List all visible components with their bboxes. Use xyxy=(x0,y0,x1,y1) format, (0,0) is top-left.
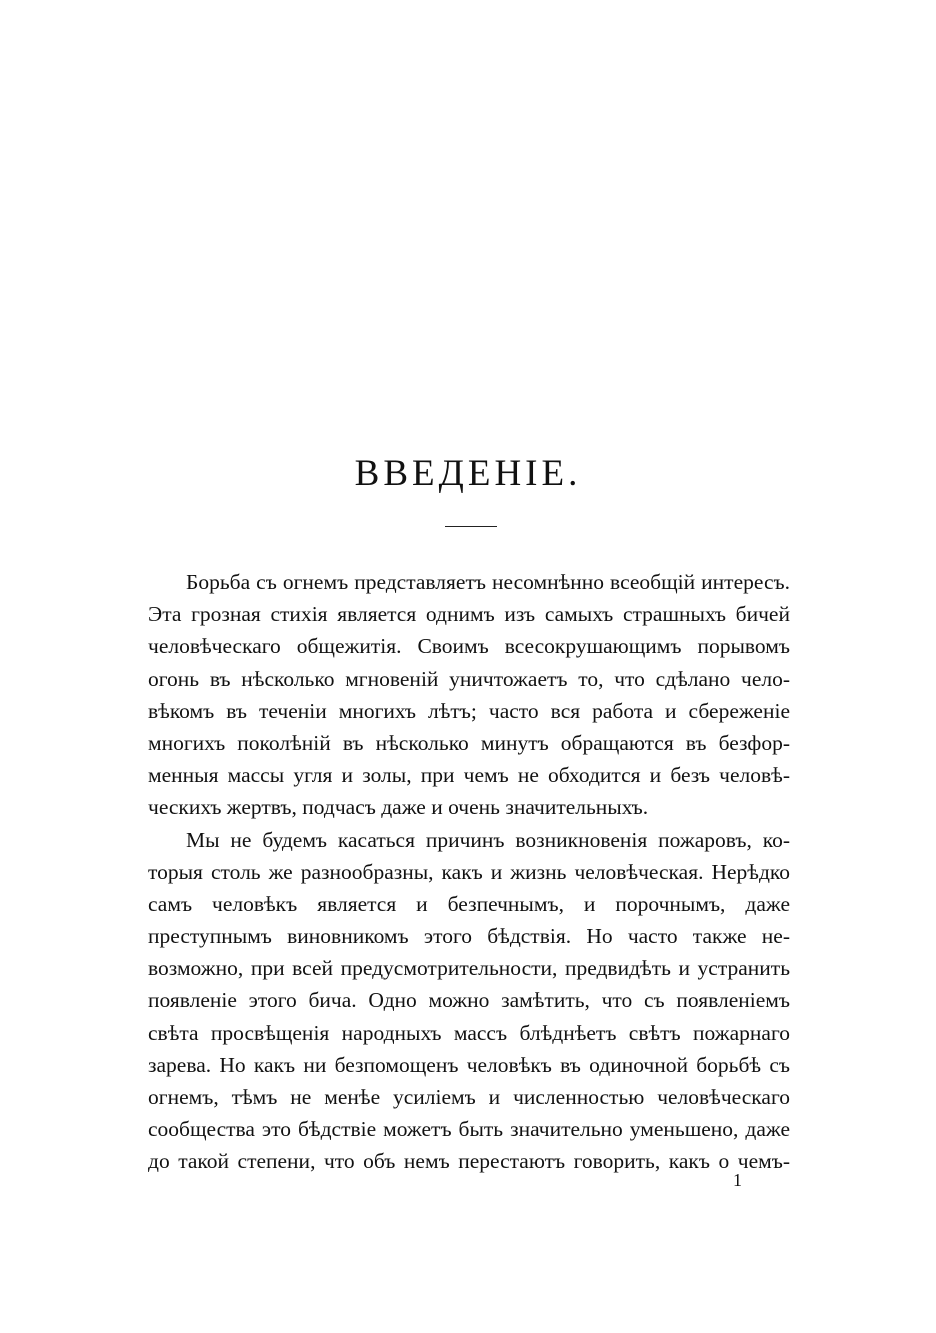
text-line: свѣта просвѣщенія народныхъ массъ блѣднѣетъ свѣтъ пожарнаго xyxy=(148,1020,790,1045)
text-line: человѣческаго общежитія. Своимъ всесокрушающимъ порывомъ xyxy=(148,634,790,659)
text-line: появленіе этого бича. Одно можно замѣтить, что съ появленіемъ xyxy=(148,988,790,1013)
text-line: многихъ поколѣній въ нѣсколько минутъ обращаются въ безфор- xyxy=(148,730,790,755)
text-line: сообщества это бѣдствіе можетъ быть значительно уменьшено, даже xyxy=(148,1117,790,1142)
text-line: Мы не будемъ касаться причинъ возникновенія пожаровъ, ко- xyxy=(186,827,790,852)
text-line: Борьба съ огнемъ представляетъ несомнѣнно всеобщій интересъ. xyxy=(186,570,790,594)
text-line: менныя массы угля и золы, при чемъ не обходится и безъ человѣ- xyxy=(148,763,790,788)
text-line: возможно, при всей предусмотрительности, предвидѣть и устранить xyxy=(148,956,790,981)
text-line: огонь въ нѣсколько мгновеній уничтожаетъ то, что сдѣлано чело- xyxy=(148,666,790,691)
text-line: ческихъ жертвъ, подчасъ даже и очень значительныхъ. xyxy=(148,795,649,820)
text-line: самъ человѣкъ является и безпечнымъ, и порочнымъ, даже xyxy=(148,891,790,916)
text-line: до такой степени, что объ немъ перестаютъ говорить, какъ о чемъ- xyxy=(148,1149,790,1174)
text-line: торыя столь же разнообразны, какъ и жизнь человѣческая. Нерѣдко xyxy=(148,859,790,884)
title-divider xyxy=(445,526,497,527)
text-line: преступнымъ виновникомъ этого бѣдствія. Но часто также не- xyxy=(148,924,790,949)
body-text xyxy=(148,566,790,1178)
text-line: огнемъ, тѣмъ не менѣе усиліемъ и численностью человѣческаго xyxy=(148,1085,790,1109)
text-line: вѣкомъ въ теченіи многихъ лѣтъ; часто вся работа и сбереженіе xyxy=(148,698,790,723)
chapter-title: ВВЕДЕНІЕ. xyxy=(354,453,582,494)
page-number: 1 xyxy=(733,1170,742,1190)
text-line: Эта грозная стихія является однимъ изъ самыхъ страшныхъ бичей xyxy=(148,602,790,627)
text-line: зарева. Но какъ ни безпомощенъ человѣкъ въ одиночной борьбѣ съ xyxy=(148,1052,790,1077)
